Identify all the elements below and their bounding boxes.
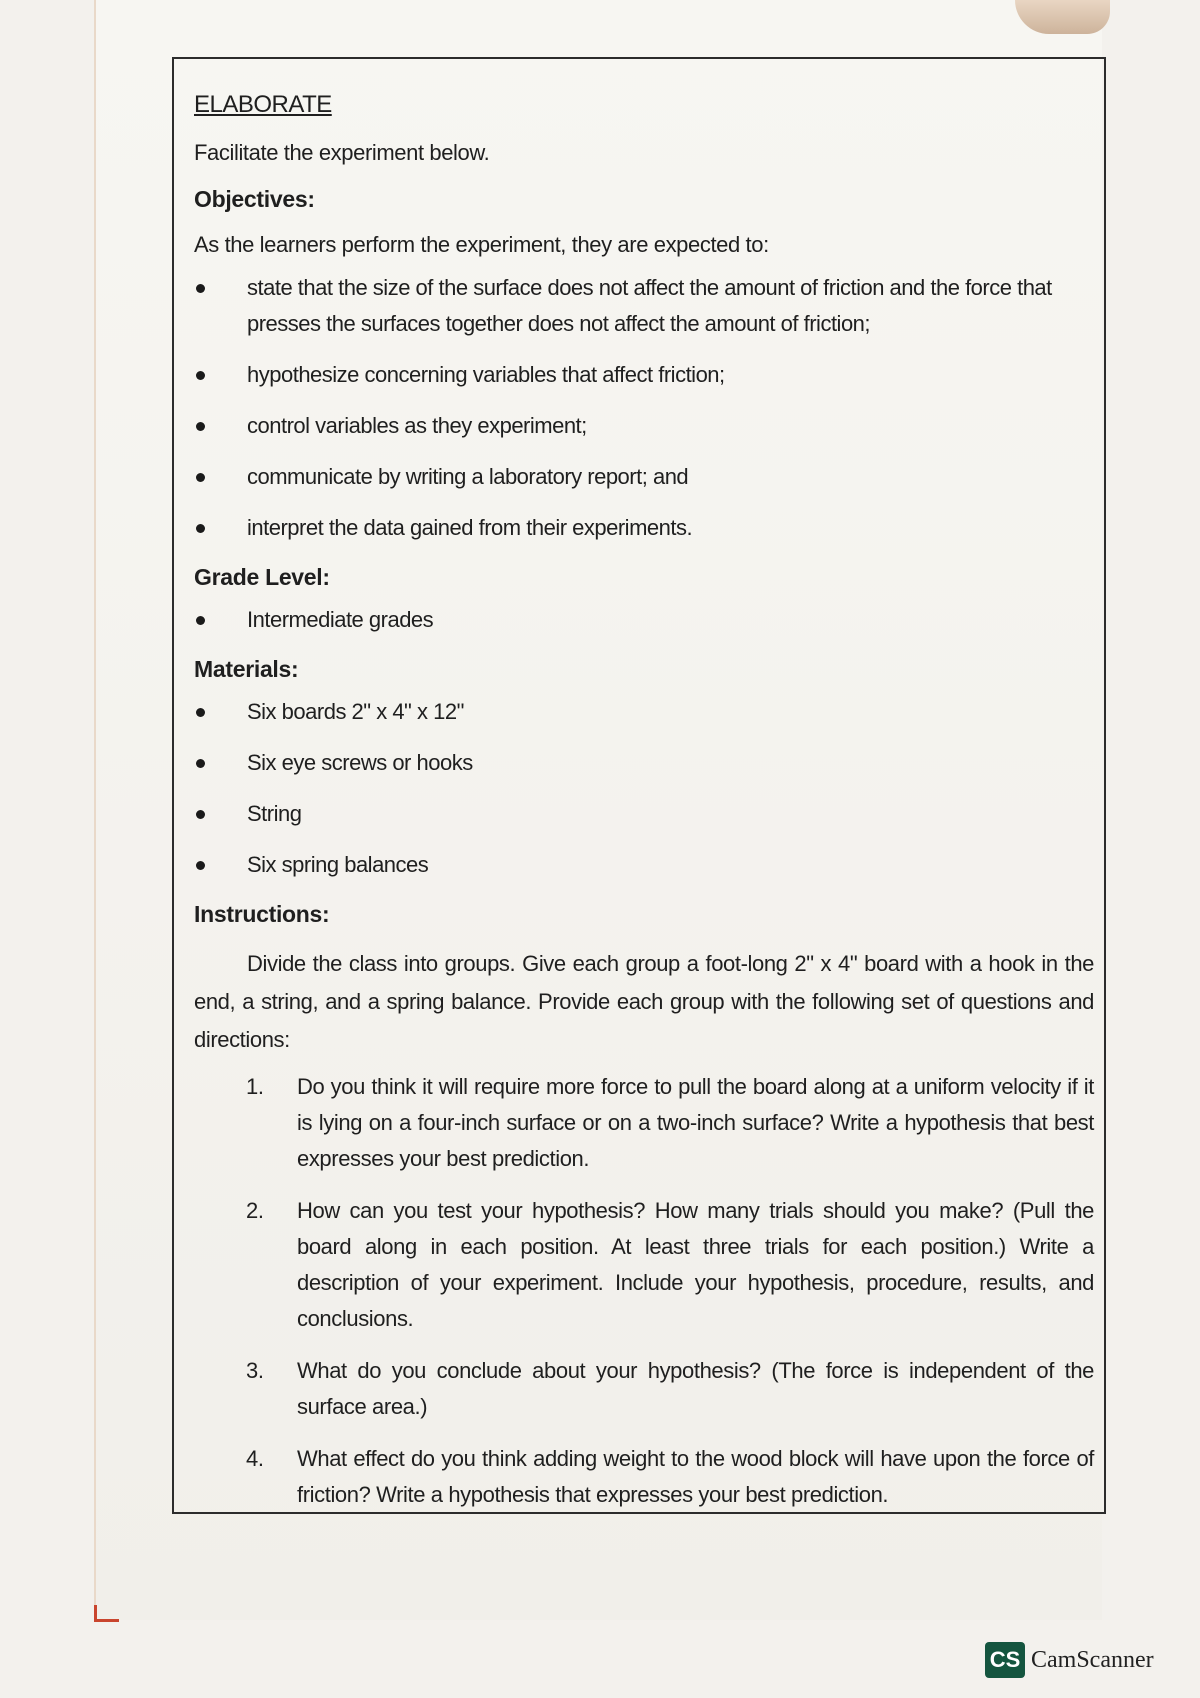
list-item: control variables as they experiment; — [194, 408, 1094, 444]
materials-title: Materials: — [194, 656, 299, 682]
bullet-icon — [196, 284, 205, 293]
list-item — [194, 1193, 1094, 1337]
bullet-icon — [196, 759, 205, 768]
bullet-icon — [196, 708, 205, 717]
camscanner-label: CamScanner — [1031, 1646, 1154, 1673]
grade-level-list — [194, 602, 1094, 638]
document-content — [194, 88, 1094, 1529]
section-label: ELABORATE — [194, 91, 332, 118]
page-corner-mark — [94, 1605, 119, 1622]
step-number: 1. — [246, 1074, 264, 1099]
bullet-icon — [196, 422, 205, 431]
instructions-title: Instructions: — [194, 901, 330, 927]
camscanner-watermark — [985, 1642, 1154, 1678]
grade-level-title: Grade Level: — [194, 564, 330, 590]
list-item: hypothesize concerning variables that affect friction; — [194, 357, 1094, 393]
list-item: Six spring balances — [194, 847, 1094, 883]
list-item — [194, 1353, 1094, 1425]
step-text: How can you test your hypothesis? How many trials should you make? (Pull the board along in each position. At least three trials for each position.) Write a description of your experiment. Include your hypothesis, procedure, results, and conclusions. — [297, 1198, 1094, 1331]
list-item — [194, 1441, 1094, 1513]
list-item — [194, 1069, 1094, 1177]
bullet-icon — [196, 473, 205, 482]
step-text: What do you conclude about your hypothesis? (The force is independent of the surface area.) — [297, 1358, 1094, 1419]
bullet-icon — [196, 371, 205, 380]
bullet-icon — [196, 616, 205, 625]
objectives-title: Objectives: — [194, 186, 315, 212]
list-item: Six eye screws or hooks — [194, 745, 1094, 781]
objectives-lead: As the learners perform the experiment, they are expected to: — [194, 232, 769, 257]
objectives-list — [194, 270, 1094, 546]
list-item: state that the size of the surface does not affect the amount of friction and the force that presses the surfaces together does not affect the amount of friction; — [194, 270, 1094, 342]
instructions-paragraph: Divide the class into groups. Give each group a foot-long 2" x 4" board with a hook in the end, a string, and a spring balance. Provide each group with the following set of questions and directions: — [194, 951, 1094, 1052]
list-item: communicate by writing a laboratory report; and — [194, 459, 1094, 495]
camscanner-logo-icon: CS — [985, 1642, 1025, 1678]
list-item: interpret the data gained from their experiments. — [194, 510, 1094, 546]
materials-list — [194, 694, 1094, 883]
step-text: Do you think it will require more force to pull the board along at a uniform velocity if it is lying on a four-inch surface or on a two-inch surface? Write a hypothesis that best expresses your best prediction. — [297, 1074, 1094, 1171]
step-number: 3. — [246, 1358, 264, 1383]
bullet-icon — [196, 861, 205, 870]
instructions-steps — [194, 1069, 1094, 1513]
list-item: Six boards 2" x 4" x 12" — [194, 694, 1094, 730]
intro-text: Facilitate the experiment below. — [194, 140, 490, 165]
step-text: What effect do you think adding weight to the wood block will have upon the force of friction? Write a hypothesis that expresses your best prediction. — [297, 1446, 1094, 1507]
step-number: 4. — [246, 1446, 264, 1471]
step-number: 2. — [246, 1198, 264, 1223]
bullet-icon — [196, 810, 205, 819]
bullet-icon — [196, 524, 205, 533]
list-item: String — [194, 796, 1094, 832]
list-item: Intermediate grades — [194, 602, 1094, 638]
